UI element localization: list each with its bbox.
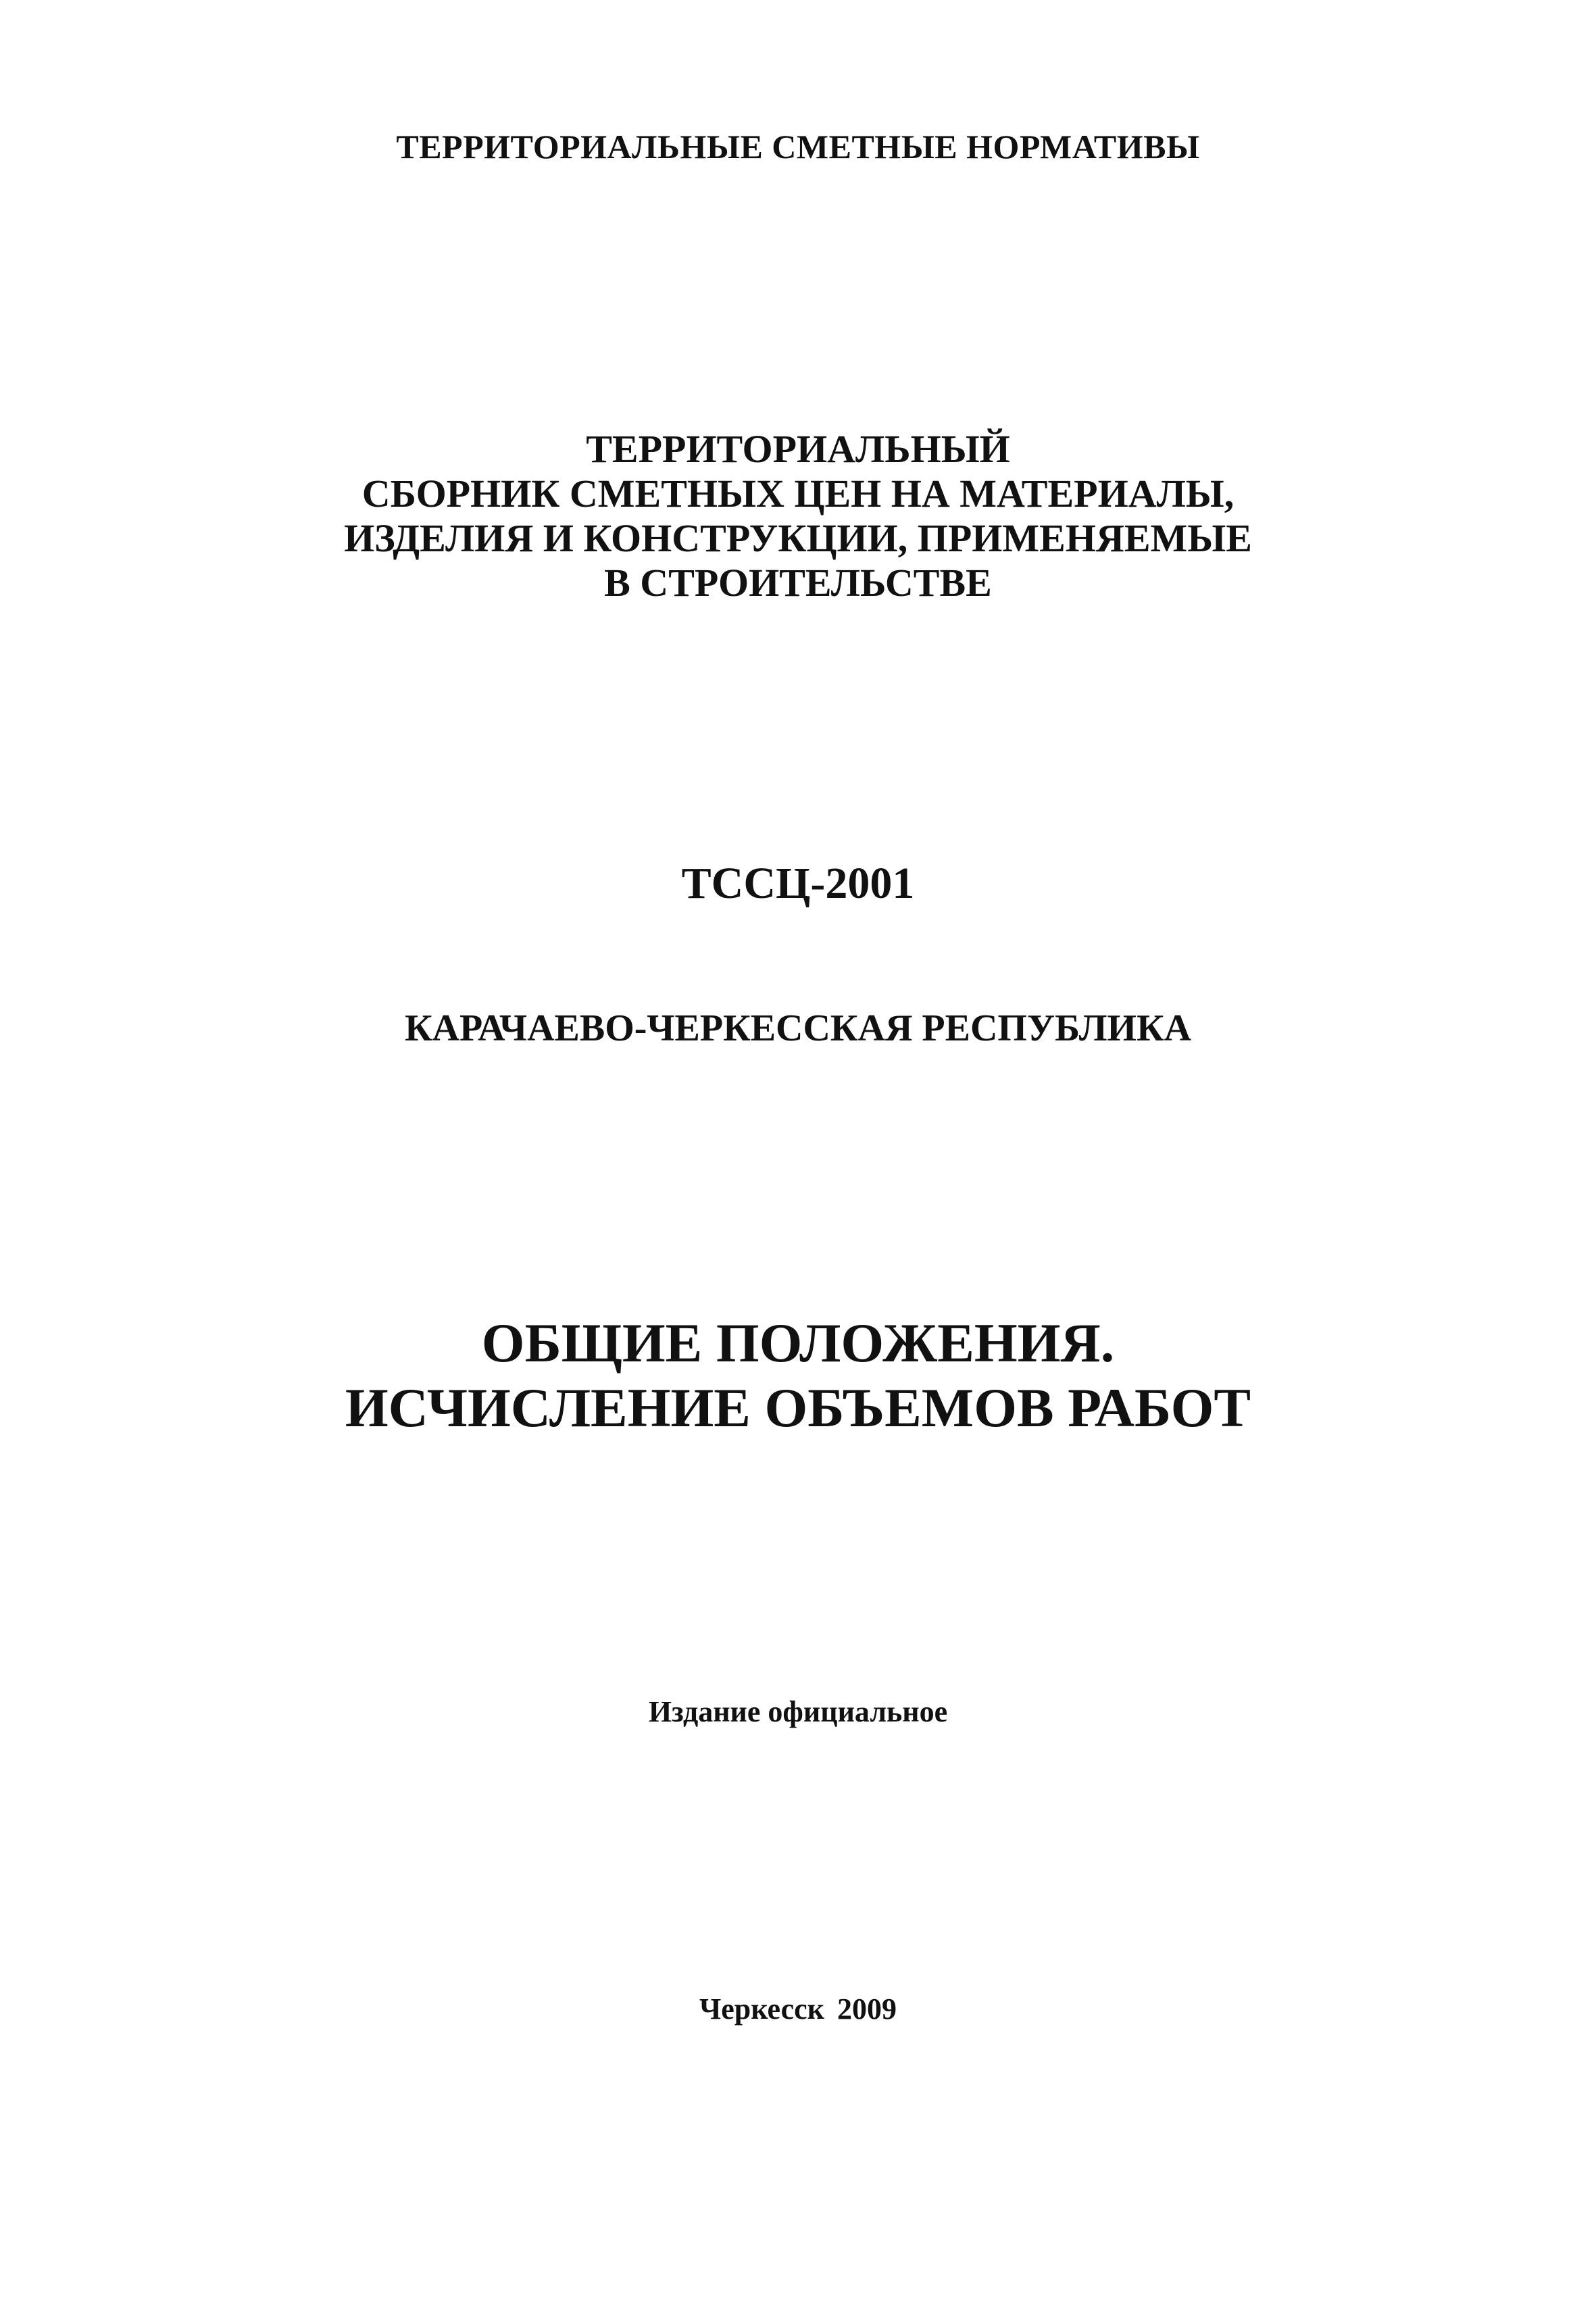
main-title-line: ИСЧИСЛЕНИЕ ОБЪЕМОВ РАБОТ	[345, 1377, 1251, 1438]
collection-title-line: ТЕРРИТОРИАЛЬНЫЙ	[586, 427, 1010, 471]
collection-title-line: В СТРОИТЕЛЬСТВЕ	[604, 561, 992, 605]
main-title	[0, 1311, 1596, 1440]
main-title-line: ОБЩИЕ ПОЛОЖЕНИЯ.	[481, 1312, 1115, 1374]
region-title: КАРАЧАЕВО-ЧЕРКЕССКАЯ РЕСПУБЛИКА	[404, 1007, 1192, 1049]
collection-title	[0, 427, 1596, 605]
collection-title-line: СБОРНИК СМЕТНЫХ ЦЕН НА МАТЕРИАЛЫ,	[361, 472, 1235, 515]
document-code: ТССЦ-2001	[681, 859, 915, 908]
collection-title-line: ИЗДЕЛИЯ И КОНСТРУКЦИИ, ПРИМЕНЯЕМЫЕ	[344, 516, 1252, 560]
imprint-city-year: Черкесск 2009	[699, 1992, 897, 2026]
edition-note: Издание официальное	[648, 1695, 948, 1728]
series-title: ТЕРРИТОРИАЛЬНЫЕ СМЕТНЫЕ НОРМАТИВЫ	[396, 128, 1200, 166]
